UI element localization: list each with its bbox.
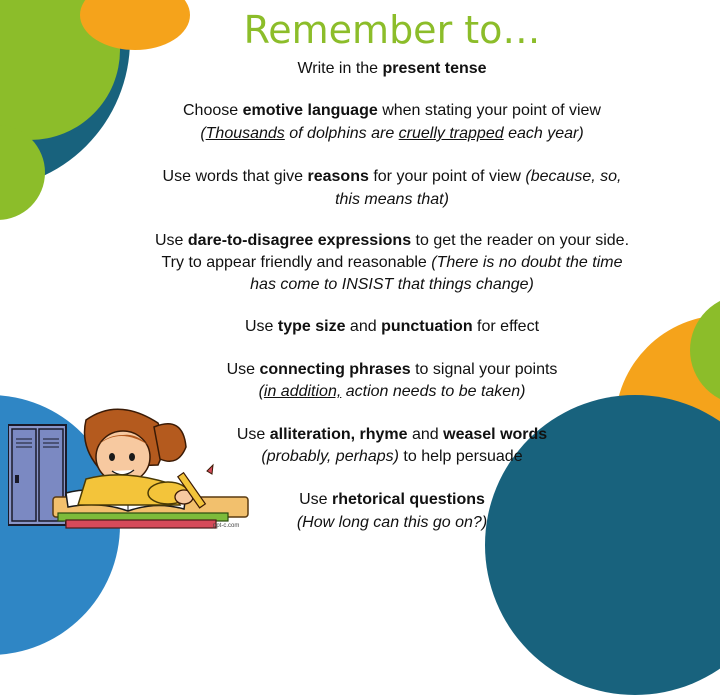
slide-title: Remember to… <box>243 8 541 52</box>
tip-connecting-phrases-example: (in addition, action needs to be taken) <box>258 383 526 400</box>
tip-dare-to-disagree: Use dare-to-disagree expressions to get the reader on your side. <box>154 232 630 249</box>
tip-rhetorical-questions: Use rhetorical questions <box>299 491 485 508</box>
tip-reasons-example: this means that) <box>335 191 449 208</box>
tip-rhetorical-questions-example: (How long can this go on?) <box>296 514 488 531</box>
girl-writing-clipart <box>8 405 258 530</box>
tip-dare-to-disagree-line2: Try to appear friendly and reasonable (There is no doubt the time <box>161 254 623 271</box>
tip-alliteration-example: (probably, perhaps) to help persuade <box>261 448 523 465</box>
tip-present-tense: Write in the present tense <box>297 60 487 77</box>
tip-dare-to-disagree-line3: has come to INSIST that things change) <box>250 276 534 293</box>
tip-alliteration: Use alliteration, rhyme and weasel words <box>236 426 548 443</box>
tip-emotive-language: Choose emotive language when stating your point of view <box>183 102 601 119</box>
tip-connecting-phrases: Use connecting phrases to signal your points <box>226 361 558 378</box>
clipart-watermark: ppt-c.com <box>213 523 240 529</box>
tip-emotive-language-example: (Thousands of dolphins are cruelly trapped each year) <box>200 125 584 142</box>
tip-type-size: Use type size and punctuation for effect <box>244 318 540 335</box>
tip-reasons: Use words that give reasons for your point of view (because, so, <box>162 168 622 185</box>
